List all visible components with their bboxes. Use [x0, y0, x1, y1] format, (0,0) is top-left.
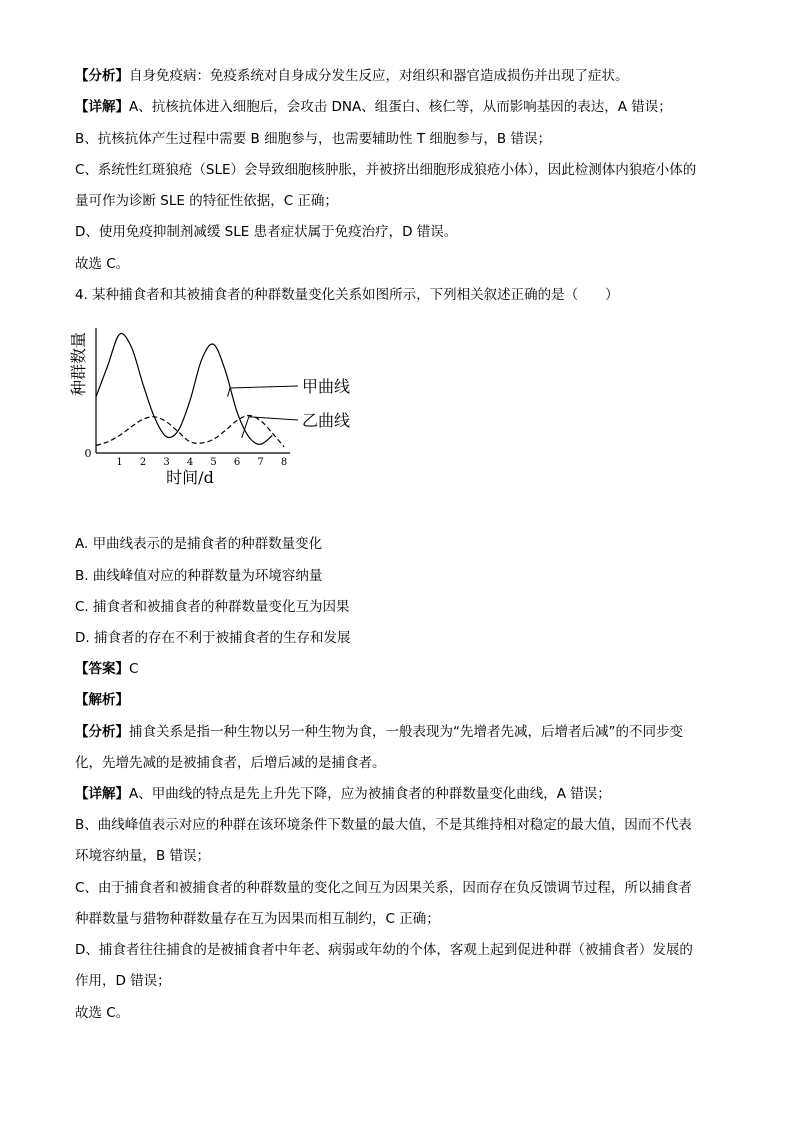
chart-ticks — [85, 447, 288, 468]
paragraph-line — [75, 160, 725, 180]
series-jia-leader — [228, 386, 298, 397]
paragraph-line — [75, 971, 725, 991]
x-tick-label: 3 — [163, 457, 170, 468]
paragraph-text: 故选 C。 — [75, 1005, 130, 1021]
x-tick-label: 5 — [210, 457, 217, 468]
option-c — [75, 597, 725, 617]
paragraph-text: 故选 C。 — [75, 256, 130, 272]
paragraph-line — [75, 222, 725, 242]
x-tick-label: 7 — [257, 457, 264, 468]
paragraph-text: A、抗核抗体进入细胞后，会攻击 DNA、组蛋白、核仁等，从而影响基因的表达，A 错误； — [129, 99, 672, 115]
paragraph-analysis-4 — [75, 722, 725, 742]
x-tick-label: 6 — [233, 457, 241, 468]
analysis-heading — [75, 690, 725, 710]
option-text: A. 甲曲线表示的是捕食者的种群数量变化 — [75, 536, 323, 552]
paragraph-text: D、捕食者往往捕食的是被捕食者中年老、病弱或年幼的个体，客观上起到促进种群（被捕食者）发展的 — [75, 942, 693, 958]
paragraph-text: 量可作为诊断 SLE 的特征性依据，C 正确； — [75, 193, 338, 209]
paragraph-line — [75, 1003, 725, 1023]
x-tick-label: 8 — [280, 457, 288, 468]
paragraph-text: D、使用免疫抑制剂减缓 SLE 患者症状属于免疫治疗，D 错误。 — [75, 224, 458, 240]
paragraph-line — [75, 753, 725, 773]
paragraph-text: B、曲线峰值表示对应的种群在该环境条件下数量的最大值，不是其维持相对稳定的最大值，因而不代表 — [75, 817, 692, 833]
origin-label: 0 — [84, 447, 92, 460]
paragraph-line — [75, 909, 725, 929]
y-axis-label: 种群数量 — [69, 331, 88, 397]
paragraph-line — [75, 254, 725, 274]
tag-label: 【分析】 — [75, 68, 129, 84]
paragraph-text: 化，先增先减的是被捕食者，后增后减的是捕食者。 — [75, 755, 386, 771]
option-a — [75, 534, 725, 554]
paragraph-line — [75, 878, 725, 898]
tag-label: 【分析】 — [75, 724, 129, 740]
x-axis-label: 时间/d — [166, 468, 214, 487]
answer-tag: 【答案】 — [75, 661, 129, 677]
paragraph-text: 作用，D 错误； — [75, 973, 171, 989]
paragraph-text: 捕食关系是指一种生物以另一种生物为食，一般表现为“先增者先减，后增者后减”的不同步变 — [129, 724, 683, 740]
option-text: C. 捕食者和被捕食者的种群数量变化互为因果 — [75, 599, 350, 615]
question-stem-text: 4. 某种捕食者和其被捕食者的种群数量变化关系如图所示，下列相关叙述正确的是（ ） — [75, 287, 619, 303]
paragraph-text: B、抗核抗体产生过程中需要 B 细胞参与，也需要辅助性 T 细胞参与，B 错误； — [75, 131, 551, 147]
paragraph-detail-3 — [75, 97, 725, 117]
paragraph-text: 种群数量与猎物种群数量存在互为因果而相互制约，C 正确； — [75, 911, 440, 927]
question-stem — [75, 285, 725, 305]
paragraph-line — [75, 191, 725, 211]
series-jia-curve — [96, 334, 272, 445]
series-yi-curve — [96, 416, 284, 447]
series-yi-label: 乙曲线 — [302, 411, 351, 430]
paragraph-analysis-3 — [75, 66, 725, 86]
paragraph-text: C、系统性红斑狼疮（SLE）会导致细胞核肿胀，并被挤出细胞形成狼疮小体），因此检测体内狼疮小体的 — [75, 162, 697, 178]
option-text: D. 捕食者的存在不利于被捕食者的生存和发展 — [75, 630, 351, 646]
tag-label: 【详解】 — [75, 99, 129, 115]
x-tick-label: 1 — [116, 457, 123, 468]
paragraph-text: A、甲曲线的特点是先上升先下降，应为被捕食者的种群数量变化曲线，A 错误； — [129, 786, 611, 802]
paragraph-line — [75, 129, 725, 149]
series-jia-label: 甲曲线 — [302, 377, 351, 396]
option-d — [75, 628, 725, 648]
tag-label: 【详解】 — [75, 786, 129, 802]
x-tick-label: 4 — [186, 457, 194, 468]
paragraph-text: 环境容纳量，B 错误； — [75, 848, 211, 864]
paragraph-text: C、由于捕食者和被捕食者的种群数量的变化之间互为因果关系，因而存在负反馈调节过程，所以捕食者 — [75, 880, 692, 896]
series-yi-leader — [242, 417, 298, 438]
option-text: B. 曲线峰值对应的种群数量为环境容纳量 — [75, 568, 323, 584]
answer-value: C — [129, 661, 139, 677]
chart-series — [96, 334, 284, 447]
paragraph-line — [75, 815, 725, 835]
paragraph-line — [75, 846, 725, 866]
answer-line — [75, 659, 725, 679]
option-b — [75, 566, 725, 586]
population-chart — [66, 322, 366, 492]
paragraph-text: 自身免疫病：免疫系统对自身成分发生反应，对组织和器官造成损伤并出现了症状。 — [129, 68, 629, 84]
paragraph-line — [75, 940, 725, 960]
paragraph-detail-4 — [75, 784, 725, 804]
x-tick-label: 2 — [139, 457, 147, 468]
analysis-tag: 【解析】 — [75, 692, 129, 708]
